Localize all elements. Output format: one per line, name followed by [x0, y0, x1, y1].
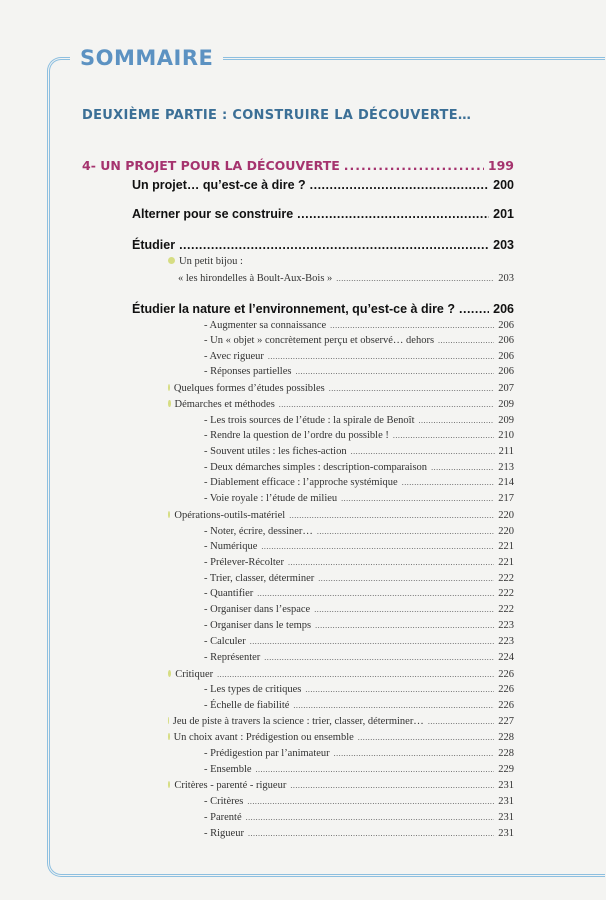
- toc-subentry[interactable]: [204, 636, 514, 647]
- chapter-label: 4- UN PROJET POUR LA DÉCOUVERTE: [82, 158, 340, 173]
- page-number: 207: [498, 383, 514, 394]
- page-number: 223: [498, 636, 514, 647]
- page-number: 231: [498, 796, 514, 807]
- page-number: 210: [498, 430, 514, 441]
- page-number: 228: [498, 732, 514, 743]
- toc-subentry[interactable]: [204, 446, 514, 457]
- page-number: 231: [498, 812, 514, 823]
- bullet-icon: [168, 257, 175, 264]
- dot-leader: [459, 302, 489, 316]
- entry-label: Étudier la nature et l’environnement, qu’est-ce à dire ?: [132, 302, 455, 316]
- entry-label: - Parenté: [204, 812, 242, 823]
- dot-leader: [264, 653, 494, 662]
- page-number: 211: [498, 446, 514, 457]
- toc-subentry[interactable]: [204, 366, 514, 377]
- entry-label: Un choix avant : Prédigestion ou ensemble: [173, 732, 354, 743]
- entry-label: - Rigueur: [204, 828, 244, 839]
- page-number: 222: [498, 604, 514, 615]
- page-number: 228: [498, 748, 514, 759]
- toc-bullet-entry[interactable]: [168, 716, 514, 727]
- toc-subentry[interactable]: [204, 604, 514, 615]
- toc-bullet-entry[interactable]: [168, 256, 514, 267]
- bullet-icon: [168, 511, 170, 518]
- dot-leader: [341, 494, 494, 503]
- entry-label: - Avec rigueur: [204, 351, 264, 362]
- dot-leader: [428, 717, 494, 726]
- toc-subentry[interactable]: [204, 796, 514, 807]
- page-number: 206: [498, 366, 514, 377]
- page-number: 199: [487, 158, 514, 173]
- entry-label: - Critères: [204, 796, 244, 807]
- entry-label: - Représenter: [204, 652, 261, 663]
- page-number: 206: [498, 351, 514, 362]
- toc-subentry[interactable]: [204, 541, 514, 552]
- entry-label: Critiquer: [175, 669, 214, 680]
- entry-label: - Prédigestion par l’animateur: [204, 748, 330, 759]
- entry-label: - Numérique: [204, 541, 258, 552]
- dot-leader: [279, 400, 494, 409]
- dot-leader: [336, 274, 494, 283]
- dot-leader: [293, 701, 494, 710]
- entry-label: - Organiser dans le temps: [204, 620, 312, 631]
- dot-leader: [268, 352, 494, 361]
- page-number: 220: [498, 526, 514, 537]
- dot-leader: [305, 685, 494, 694]
- page-number: 224: [498, 652, 514, 663]
- page-number: 209: [498, 415, 514, 426]
- page-number: 229: [498, 764, 514, 775]
- toc-subentry[interactable]: [204, 335, 514, 346]
- dot-leader: [288, 558, 494, 567]
- toc-subentry[interactable]: [204, 764, 514, 775]
- dot-leader: [289, 511, 494, 520]
- entry-label: - Deux démarches simples : description-comparaison: [204, 462, 428, 473]
- toc-subentry[interactable]: [204, 415, 514, 426]
- entry-label: - Souvent utiles : les fiches-action: [204, 446, 347, 457]
- dot-leader: [438, 336, 494, 345]
- toc-bullet-entry[interactable]: [168, 510, 514, 521]
- toc-subentry[interactable]: [204, 493, 514, 504]
- page-title: SOMMAIRE: [70, 46, 223, 70]
- toc-bullet-entry[interactable]: [168, 732, 514, 743]
- toc-subentry[interactable]: [204, 588, 514, 599]
- entry-label: - Échelle de fiabilité: [204, 700, 290, 711]
- entry-label: - Augmenter sa connaissance: [204, 320, 327, 331]
- dot-leader: [330, 321, 494, 330]
- toc-subentry[interactable]: [204, 700, 514, 711]
- dot-leader: [256, 765, 495, 774]
- dot-leader: [334, 749, 495, 758]
- page-number: 223: [498, 620, 514, 631]
- page-number: 217: [498, 493, 514, 504]
- toc-entry[interactable]: [132, 302, 514, 316]
- toc-bullet-entry[interactable]: [168, 383, 514, 394]
- entry-label: - Diablement efficace : l’approche systémique: [204, 477, 398, 488]
- dot-leader: [402, 478, 495, 487]
- entry-label: Quelques formes d’études possibles: [173, 383, 325, 394]
- toc-subentry[interactable]: [204, 828, 514, 839]
- page-number: 221: [498, 541, 514, 552]
- entry-label: - Voie royale : l’étude de milieu: [204, 493, 338, 504]
- entry-label: Un projet… qu’est-ce à dire ?: [132, 178, 306, 192]
- dot-leader: [248, 829, 494, 838]
- dot-leader: [317, 527, 494, 536]
- toc-subentry[interactable]: [204, 748, 514, 759]
- entry-label: Jeu de piste à travers la science : trier, classer, déterminer…: [172, 716, 424, 727]
- page-number: 201: [493, 207, 514, 221]
- entry-label: « les hirondelles à Boult-Aux-Bois »: [178, 273, 333, 284]
- page-number: 203: [493, 238, 514, 252]
- toc-subentry[interactable]: [204, 557, 514, 568]
- toc-entry[interactable]: [132, 207, 514, 221]
- dot-leader: [393, 431, 494, 440]
- dot-leader: [318, 574, 494, 583]
- bullet-icon: [168, 733, 170, 740]
- toc-subentry[interactable]: [204, 526, 514, 537]
- entry-label: Opérations-outils-matériel: [174, 510, 286, 521]
- dot-leader: [290, 781, 494, 790]
- dot-leader: [431, 463, 494, 472]
- page-number: 226: [498, 669, 514, 680]
- entry-label: - Ensemble: [204, 764, 252, 775]
- dot-leader: [310, 178, 490, 192]
- page-number: 221: [498, 557, 514, 568]
- toc-bullet-entry[interactable]: [168, 669, 514, 680]
- toc-subentry[interactable]: [204, 462, 514, 473]
- page-number: 206: [498, 320, 514, 331]
- entry-label: Un petit bijou :: [179, 256, 243, 267]
- toc-chapter[interactable]: [82, 158, 514, 173]
- toc-subentry[interactable]: [204, 351, 514, 362]
- entry-label: - Un « objet » concrètement perçu et observé… dehors: [204, 335, 435, 346]
- entry-label: - Les trois sources de l’étude : la spirale de Benoît: [204, 415, 415, 426]
- dot-leader: [257, 589, 494, 598]
- toc-subentry[interactable]: [204, 812, 514, 823]
- toc-subentry[interactable]: [204, 477, 514, 488]
- entry-label: Démarches et méthodes: [174, 399, 275, 410]
- bullet-icon: [168, 781, 170, 788]
- page-number: 213: [498, 462, 514, 473]
- toc-subentry[interactable]: [204, 652, 514, 663]
- dot-leader: [329, 384, 495, 393]
- dot-leader: [297, 207, 489, 221]
- entry-label: - Calculer: [204, 636, 246, 647]
- entry-label: Critères - parenté - rigueur: [174, 780, 287, 791]
- page-number: 214: [498, 477, 514, 488]
- entry-label: - Organiser dans l’espace: [204, 604, 311, 615]
- toc-subentry[interactable]: [204, 684, 514, 695]
- entry-label: - Rendre la question de l’ordre du possible !: [204, 430, 389, 441]
- entry-label: Étudier: [132, 238, 176, 252]
- bullet-icon: [168, 670, 171, 677]
- dot-leader: [247, 797, 494, 806]
- page-number: 209: [498, 399, 514, 410]
- page-number: 206: [498, 335, 514, 346]
- page-number: 222: [498, 588, 514, 599]
- dot-leader: [315, 621, 494, 630]
- page-number: 227: [498, 716, 514, 727]
- page-number: 200: [493, 178, 514, 192]
- entry-label: Alterner pour se construire: [132, 207, 294, 221]
- bullet-icon: [168, 384, 170, 391]
- dot-leader: [419, 416, 495, 425]
- dot-leader: [261, 542, 494, 551]
- dot-leader: [217, 670, 494, 679]
- page-number: 220: [498, 510, 514, 521]
- toc-subentry[interactable]: [204, 573, 514, 584]
- part-heading: DEUXIÈME PARTIE : CONSTRUIRE LA DÉCOUVERTE…: [82, 108, 472, 123]
- dot-leader: [344, 158, 484, 173]
- page-number: 203: [498, 273, 514, 284]
- dot-leader: [179, 238, 489, 252]
- entry-label: - Prélever-Récolter: [204, 557, 284, 568]
- bullet-icon: [168, 717, 169, 724]
- toc-subentry[interactable]: [204, 620, 514, 631]
- toc-entry[interactable]: [178, 273, 514, 284]
- toc-entry[interactable]: [132, 238, 514, 252]
- dot-leader: [358, 733, 494, 742]
- toc-subentry[interactable]: [204, 320, 514, 331]
- toc-entry[interactable]: [132, 178, 514, 192]
- dot-leader: [246, 813, 495, 822]
- page-number: 231: [498, 780, 514, 791]
- dot-leader: [351, 447, 495, 456]
- page-number: 231: [498, 828, 514, 839]
- entry-label: - Trier, classer, déterminer: [204, 573, 315, 584]
- entry-label: - Noter, écrire, dessiner…: [204, 526, 313, 537]
- page-number: 222: [498, 573, 514, 584]
- dot-leader: [314, 605, 494, 614]
- entry-label: - Quantifier: [204, 588, 254, 599]
- dot-leader: [250, 637, 495, 646]
- toc-bullet-entry[interactable]: [168, 780, 514, 791]
- page-number: 226: [498, 700, 514, 711]
- entry-label: - Les types de critiques: [204, 684, 302, 695]
- page-number: 226: [498, 684, 514, 695]
- entry-label: - Réponses partielles: [204, 366, 292, 377]
- page-number: 206: [493, 302, 514, 316]
- toc-subentry[interactable]: [204, 430, 514, 441]
- bullet-icon: [168, 400, 171, 407]
- toc-bullet-entry[interactable]: [168, 399, 514, 410]
- dot-leader: [295, 367, 494, 376]
